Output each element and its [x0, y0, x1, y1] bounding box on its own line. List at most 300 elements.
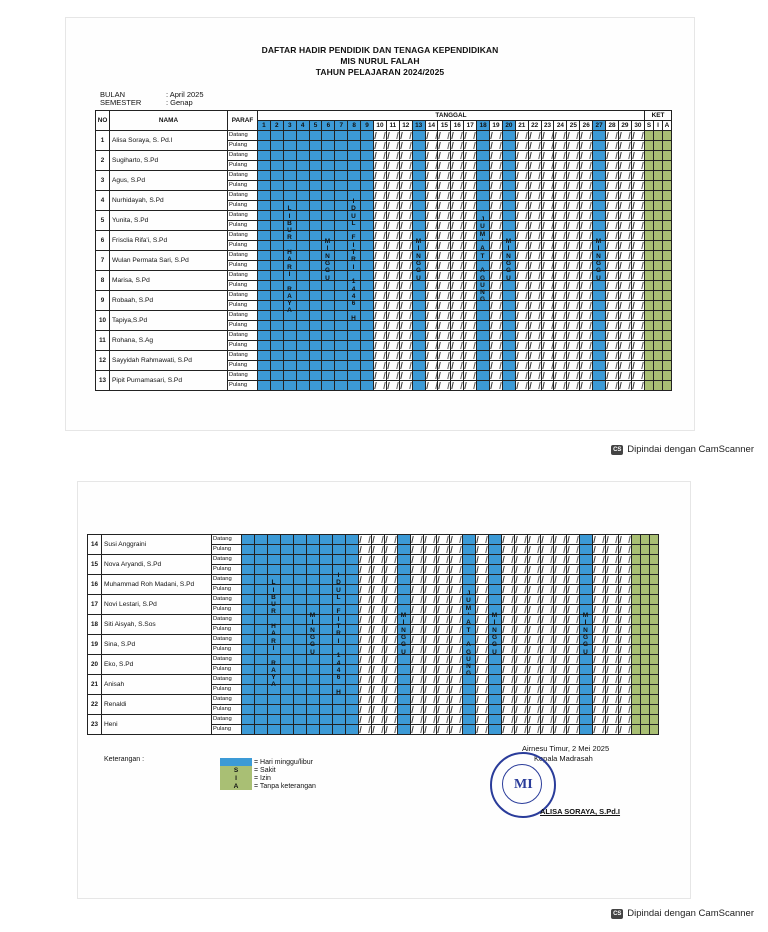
attendance-cell-day-19[interactable]	[490, 241, 503, 251]
attendance-cell-day-20[interactable]	[489, 665, 502, 675]
attendance-cell-day-22[interactable]	[528, 311, 541, 321]
ket-cell-s[interactable]	[644, 181, 653, 191]
attendance-cell-day-30[interactable]	[619, 555, 632, 565]
attendance-cell-day-4[interactable]	[281, 665, 294, 675]
attendance-cell-day-14[interactable]	[425, 251, 438, 261]
attendance-cell-day-23[interactable]	[541, 291, 554, 301]
ket-cell-s[interactable]	[644, 201, 653, 211]
attendance-cell-day-26[interactable]	[580, 271, 593, 281]
attendance-cell-day-12[interactable]	[399, 181, 412, 191]
attendance-cell-day-19[interactable]	[490, 371, 503, 381]
attendance-cell-day-29[interactable]	[618, 341, 631, 351]
attendance-cell-day-7[interactable]	[335, 161, 348, 171]
attendance-cell-day-1[interactable]	[258, 141, 271, 151]
attendance-cell-day-22[interactable]	[515, 545, 528, 555]
attendance-cell-day-15[interactable]	[438, 381, 451, 391]
attendance-cell-day-25[interactable]	[567, 261, 580, 271]
attendance-cell-day-18[interactable]	[463, 555, 476, 565]
attendance-cell-day-28[interactable]	[593, 555, 606, 565]
attendance-cell-day-21[interactable]	[502, 695, 515, 705]
attendance-cell-day-16[interactable]	[437, 665, 450, 675]
attendance-cell-day-20[interactable]	[502, 151, 515, 161]
attendance-cell-day-29[interactable]	[618, 381, 631, 391]
attendance-cell-day-29[interactable]	[606, 625, 619, 635]
attendance-cell-day-22[interactable]	[515, 535, 528, 545]
attendance-cell-day-28[interactable]	[593, 535, 606, 545]
attendance-cell-day-4[interactable]	[296, 311, 309, 321]
attendance-cell-day-12[interactable]	[385, 595, 398, 605]
attendance-cell-day-21[interactable]	[502, 635, 515, 645]
attendance-cell-day-14[interactable]	[425, 311, 438, 321]
attendance-cell-day-6[interactable]	[322, 351, 335, 361]
attendance-cell-day-7[interactable]	[320, 705, 333, 715]
attendance-cell-day-14[interactable]	[411, 715, 424, 725]
ket-cell-i[interactable]	[641, 665, 650, 675]
attendance-cell-day-15[interactable]	[438, 151, 451, 161]
attendance-cell-day-30[interactable]	[619, 545, 632, 555]
attendance-cell-day-4[interactable]	[296, 141, 309, 151]
attendance-cell-day-22[interactable]	[515, 635, 528, 645]
attendance-cell-day-19[interactable]	[476, 585, 489, 595]
attendance-cell-day-20[interactable]	[489, 675, 502, 685]
attendance-cell-day-17[interactable]	[464, 251, 477, 261]
attendance-cell-day-7[interactable]	[335, 361, 348, 371]
attendance-cell-day-3[interactable]	[283, 141, 296, 151]
attendance-cell-day-19[interactable]	[490, 301, 503, 311]
attendance-cell-day-25[interactable]	[567, 251, 580, 261]
attendance-cell-day-6[interactable]	[322, 371, 335, 381]
ket-cell-a[interactable]	[662, 241, 671, 251]
attendance-cell-day-10[interactable]	[359, 565, 372, 575]
attendance-cell-day-20[interactable]	[502, 291, 515, 301]
attendance-cell-day-5[interactable]	[309, 241, 322, 251]
attendance-cell-day-4[interactable]	[281, 725, 294, 735]
attendance-cell-day-16[interactable]	[437, 555, 450, 565]
attendance-cell-day-10[interactable]	[359, 615, 372, 625]
attendance-cell-day-15[interactable]	[424, 695, 437, 705]
attendance-cell-day-24[interactable]	[554, 361, 567, 371]
attendance-cell-day-3[interactable]	[283, 341, 296, 351]
ket-cell-i[interactable]	[653, 211, 662, 221]
attendance-cell-day-17[interactable]	[464, 131, 477, 141]
attendance-cell-day-4[interactable]	[281, 695, 294, 705]
attendance-cell-day-6[interactable]	[307, 585, 320, 595]
attendance-cell-day-3[interactable]	[283, 181, 296, 191]
attendance-cell-day-21[interactable]	[502, 685, 515, 695]
attendance-cell-day-15[interactable]	[424, 655, 437, 665]
attendance-cell-day-1[interactable]	[258, 201, 271, 211]
attendance-cell-day-11[interactable]	[386, 371, 399, 381]
attendance-cell-day-2[interactable]	[270, 231, 283, 241]
ket-cell-i[interactable]	[641, 585, 650, 595]
attendance-cell-day-11[interactable]	[386, 181, 399, 191]
attendance-cell-day-20[interactable]	[502, 201, 515, 211]
attendance-cell-day-10[interactable]	[374, 351, 387, 361]
attendance-cell-day-12[interactable]	[385, 615, 398, 625]
attendance-cell-day-15[interactable]	[424, 615, 437, 625]
attendance-cell-day-24[interactable]	[541, 655, 554, 665]
attendance-cell-day-28[interactable]	[593, 575, 606, 585]
attendance-cell-day-24[interactable]	[541, 535, 554, 545]
attendance-cell-day-24[interactable]	[554, 311, 567, 321]
attendance-cell-day-24[interactable]	[554, 251, 567, 261]
attendance-cell-day-23[interactable]	[541, 271, 554, 281]
attendance-cell-day-1[interactable]	[242, 625, 255, 635]
attendance-cell-day-30[interactable]	[631, 251, 644, 261]
attendance-cell-day-22[interactable]	[515, 625, 528, 635]
attendance-cell-day-17[interactable]	[464, 201, 477, 211]
attendance-cell-day-17[interactable]	[464, 341, 477, 351]
attendance-cell-day-27[interactable]	[580, 535, 593, 545]
attendance-cell-day-11[interactable]	[372, 655, 385, 665]
attendance-cell-day-22[interactable]	[528, 231, 541, 241]
attendance-cell-day-19[interactable]	[490, 291, 503, 301]
attendance-cell-day-10[interactable]	[374, 181, 387, 191]
attendance-cell-day-12[interactable]	[399, 321, 412, 331]
attendance-cell-day-27[interactable]	[593, 201, 606, 211]
attendance-cell-day-12[interactable]	[385, 645, 398, 655]
attendance-cell-day-1[interactable]	[242, 675, 255, 685]
attendance-cell-day-4[interactable]	[281, 655, 294, 665]
attendance-cell-day-5[interactable]	[309, 161, 322, 171]
attendance-cell-day-16[interactable]	[451, 201, 464, 211]
attendance-cell-day-30[interactable]	[619, 595, 632, 605]
attendance-cell-day-20[interactable]	[502, 381, 515, 391]
attendance-cell-day-4[interactable]	[296, 301, 309, 311]
attendance-cell-day-12[interactable]	[385, 605, 398, 615]
attendance-cell-day-14[interactable]	[425, 331, 438, 341]
attendance-cell-day-4[interactable]	[296, 241, 309, 251]
attendance-cell-day-22[interactable]	[528, 341, 541, 351]
attendance-cell-day-22[interactable]	[528, 371, 541, 381]
attendance-cell-day-8[interactable]	[348, 171, 361, 181]
attendance-cell-day-17[interactable]	[450, 565, 463, 575]
attendance-cell-day-1[interactable]	[258, 261, 271, 271]
attendance-cell-day-8[interactable]	[348, 141, 361, 151]
attendance-cell-day-29[interactable]	[606, 595, 619, 605]
attendance-cell-day-22[interactable]	[515, 555, 528, 565]
attendance-cell-day-29[interactable]	[618, 171, 631, 181]
attendance-cell-day-7[interactable]	[335, 181, 348, 191]
attendance-cell-day-27[interactable]	[580, 685, 593, 695]
ket-cell-s[interactable]	[632, 595, 641, 605]
attendance-cell-day-20[interactable]	[502, 371, 515, 381]
attendance-cell-day-25[interactable]	[554, 645, 567, 655]
attendance-cell-day-29[interactable]	[606, 725, 619, 735]
attendance-cell-day-28[interactable]	[593, 585, 606, 595]
attendance-cell-day-1[interactable]	[258, 381, 271, 391]
attendance-cell-day-19[interactable]	[476, 645, 489, 655]
attendance-cell-day-11[interactable]	[372, 595, 385, 605]
attendance-cell-day-1[interactable]	[242, 665, 255, 675]
attendance-cell-day-16[interactable]	[437, 655, 450, 665]
attendance-cell-day-16[interactable]	[437, 535, 450, 545]
attendance-cell-day-8[interactable]	[348, 151, 361, 161]
attendance-cell-day-19[interactable]	[476, 705, 489, 715]
ket-cell-i[interactable]	[653, 171, 662, 181]
attendance-cell-day-16[interactable]	[437, 725, 450, 735]
attendance-cell-day-28[interactable]	[606, 321, 619, 331]
attendance-cell-day-25[interactable]	[567, 311, 580, 321]
attendance-cell-day-16[interactable]	[451, 271, 464, 281]
attendance-cell-day-4[interactable]	[281, 715, 294, 725]
attendance-cell-day-27[interactable]	[593, 321, 606, 331]
attendance-cell-day-4[interactable]	[296, 151, 309, 161]
attendance-cell-day-25[interactable]	[567, 321, 580, 331]
attendance-cell-day-28[interactable]	[606, 291, 619, 301]
attendance-cell-day-5[interactable]	[294, 565, 307, 575]
ket-cell-i[interactable]	[641, 555, 650, 565]
attendance-cell-day-10[interactable]	[359, 665, 372, 675]
attendance-cell-day-24[interactable]	[554, 321, 567, 331]
attendance-cell-day-14[interactable]	[425, 231, 438, 241]
ket-cell-i[interactable]	[653, 301, 662, 311]
attendance-cell-day-26[interactable]	[567, 535, 580, 545]
attendance-cell-day-2[interactable]	[270, 131, 283, 141]
attendance-cell-day-10[interactable]	[359, 555, 372, 565]
attendance-cell-day-22[interactable]	[528, 281, 541, 291]
attendance-cell-day-17[interactable]	[464, 331, 477, 341]
attendance-cell-day-10[interactable]	[359, 635, 372, 645]
attendance-cell-day-22[interactable]	[515, 695, 528, 705]
attendance-cell-day-6[interactable]	[322, 181, 335, 191]
attendance-cell-day-4[interactable]	[296, 131, 309, 141]
attendance-cell-day-23[interactable]	[541, 261, 554, 271]
attendance-cell-day-23[interactable]	[528, 545, 541, 555]
attendance-cell-day-21[interactable]	[515, 221, 528, 231]
attendance-cell-day-20[interactable]	[489, 685, 502, 695]
attendance-cell-day-29[interactable]	[606, 545, 619, 555]
attendance-cell-day-21[interactable]	[502, 605, 515, 615]
attendance-cell-day-16[interactable]	[451, 191, 464, 201]
attendance-cell-day-24[interactable]	[541, 565, 554, 575]
ket-cell-s[interactable]	[644, 161, 653, 171]
attendance-cell-day-30[interactable]	[631, 311, 644, 321]
attendance-cell-day-17[interactable]	[450, 705, 463, 715]
attendance-cell-day-17[interactable]	[450, 685, 463, 695]
attendance-cell-day-24[interactable]	[554, 131, 567, 141]
attendance-cell-day-6[interactable]	[322, 141, 335, 151]
ket-cell-s[interactable]	[632, 535, 641, 545]
attendance-cell-day-25[interactable]	[567, 131, 580, 141]
ket-cell-s[interactable]	[644, 291, 653, 301]
attendance-cell-day-2[interactable]	[270, 151, 283, 161]
ket-cell-i[interactable]	[653, 291, 662, 301]
attendance-cell-day-12[interactable]	[399, 291, 412, 301]
ket-cell-a[interactable]	[650, 725, 659, 735]
attendance-cell-day-29[interactable]	[618, 371, 631, 381]
attendance-cell-day-26[interactable]	[567, 715, 580, 725]
attendance-cell-day-9[interactable]	[361, 261, 374, 271]
attendance-cell-day-22[interactable]	[515, 595, 528, 605]
attendance-cell-day-1[interactable]	[242, 605, 255, 615]
attendance-cell-day-15[interactable]	[424, 565, 437, 575]
attendance-cell-day-9[interactable]	[346, 585, 359, 595]
attendance-cell-day-12[interactable]	[385, 675, 398, 685]
ket-cell-s[interactable]	[632, 705, 641, 715]
attendance-cell-day-10[interactable]	[374, 381, 387, 391]
attendance-cell-day-3[interactable]	[268, 705, 281, 715]
attendance-cell-day-24[interactable]	[554, 231, 567, 241]
ket-cell-i[interactable]	[653, 281, 662, 291]
attendance-cell-day-9[interactable]	[346, 665, 359, 675]
ket-cell-s[interactable]	[644, 271, 653, 281]
attendance-cell-day-5[interactable]	[309, 331, 322, 341]
attendance-cell-day-26[interactable]	[580, 261, 593, 271]
attendance-cell-day-8[interactable]	[348, 361, 361, 371]
attendance-cell-day-15[interactable]	[424, 575, 437, 585]
attendance-cell-day-28[interactable]	[593, 605, 606, 615]
ket-cell-i[interactable]	[641, 655, 650, 665]
attendance-cell-day-29[interactable]	[606, 575, 619, 585]
attendance-cell-day-8[interactable]	[333, 715, 346, 725]
attendance-cell-day-27[interactable]	[593, 301, 606, 311]
attendance-cell-day-30[interactable]	[631, 291, 644, 301]
attendance-cell-day-15[interactable]	[438, 161, 451, 171]
attendance-cell-day-6[interactable]	[322, 201, 335, 211]
attendance-cell-day-18[interactable]	[463, 695, 476, 705]
attendance-cell-day-11[interactable]	[372, 535, 385, 545]
attendance-cell-day-7[interactable]	[320, 645, 333, 655]
attendance-cell-day-19[interactable]	[490, 311, 503, 321]
attendance-cell-day-5[interactable]	[294, 655, 307, 665]
ket-cell-s[interactable]	[644, 151, 653, 161]
attendance-cell-day-28[interactable]	[606, 331, 619, 341]
attendance-cell-day-17[interactable]	[450, 725, 463, 735]
attendance-cell-day-8[interactable]	[348, 341, 361, 351]
attendance-cell-day-15[interactable]	[424, 535, 437, 545]
attendance-cell-day-23[interactable]	[528, 675, 541, 685]
attendance-cell-day-19[interactable]	[490, 331, 503, 341]
attendance-cell-day-22[interactable]	[528, 261, 541, 271]
attendance-cell-day-29[interactable]	[606, 565, 619, 575]
attendance-cell-day-12[interactable]	[385, 565, 398, 575]
attendance-cell-day-4[interactable]	[281, 555, 294, 565]
attendance-cell-day-2[interactable]	[270, 351, 283, 361]
attendance-cell-day-11[interactable]	[386, 301, 399, 311]
attendance-cell-day-7[interactable]	[335, 251, 348, 261]
attendance-cell-day-26[interactable]	[580, 291, 593, 301]
attendance-cell-day-26[interactable]	[580, 171, 593, 181]
attendance-cell-day-21[interactable]	[515, 151, 528, 161]
attendance-cell-day-17[interactable]	[464, 241, 477, 251]
attendance-cell-day-7[interactable]	[320, 545, 333, 555]
attendance-cell-day-7[interactable]	[335, 331, 348, 341]
attendance-cell-day-27[interactable]	[580, 555, 593, 565]
attendance-cell-day-21[interactable]	[502, 545, 515, 555]
attendance-cell-day-14[interactable]	[425, 181, 438, 191]
attendance-cell-day-14[interactable]	[411, 705, 424, 715]
attendance-cell-day-20[interactable]	[489, 585, 502, 595]
attendance-cell-day-14[interactable]	[425, 351, 438, 361]
attendance-cell-day-9[interactable]	[361, 131, 374, 141]
attendance-cell-day-8[interactable]	[333, 705, 346, 715]
attendance-cell-day-29[interactable]	[618, 181, 631, 191]
attendance-cell-day-5[interactable]	[309, 201, 322, 211]
attendance-cell-day-4[interactable]	[281, 615, 294, 625]
attendance-cell-day-5[interactable]	[309, 271, 322, 281]
attendance-cell-day-20[interactable]	[489, 595, 502, 605]
attendance-cell-day-18[interactable]	[477, 191, 490, 201]
attendance-cell-day-12[interactable]	[399, 371, 412, 381]
attendance-cell-day-10[interactable]	[359, 685, 372, 695]
attendance-cell-day-22[interactable]	[528, 301, 541, 311]
attendance-cell-day-6[interactable]	[307, 695, 320, 705]
attendance-cell-day-29[interactable]	[606, 655, 619, 665]
attendance-cell-day-4[interactable]	[296, 361, 309, 371]
ket-cell-a[interactable]	[650, 715, 659, 725]
ket-cell-a[interactable]	[662, 371, 671, 381]
attendance-cell-day-17[interactable]	[464, 231, 477, 241]
ket-cell-s[interactable]	[632, 675, 641, 685]
attendance-cell-day-16[interactable]	[451, 141, 464, 151]
attendance-cell-day-24[interactable]	[554, 171, 567, 181]
attendance-cell-day-26[interactable]	[580, 241, 593, 251]
attendance-cell-day-22[interactable]	[515, 565, 528, 575]
ket-cell-a[interactable]	[662, 151, 671, 161]
attendance-cell-day-27[interactable]	[593, 151, 606, 161]
attendance-cell-day-30[interactable]	[631, 131, 644, 141]
attendance-cell-day-12[interactable]	[399, 361, 412, 371]
attendance-cell-day-12[interactable]	[385, 715, 398, 725]
attendance-cell-day-4[interactable]	[296, 191, 309, 201]
attendance-cell-day-5[interactable]	[294, 605, 307, 615]
attendance-cell-day-1[interactable]	[242, 555, 255, 565]
attendance-cell-day-29[interactable]	[606, 585, 619, 595]
attendance-cell-day-11[interactable]	[386, 311, 399, 321]
attendance-cell-day-19[interactable]	[476, 675, 489, 685]
attendance-cell-day-1[interactable]	[258, 291, 271, 301]
attendance-cell-day-14[interactable]	[411, 695, 424, 705]
attendance-cell-day-3[interactable]	[283, 151, 296, 161]
attendance-cell-day-1[interactable]	[242, 645, 255, 655]
attendance-cell-day-2[interactable]	[270, 301, 283, 311]
attendance-cell-day-22[interactable]	[528, 291, 541, 301]
attendance-cell-day-6[interactable]	[307, 715, 320, 725]
attendance-cell-day-10[interactable]	[374, 331, 387, 341]
attendance-cell-day-25[interactable]	[567, 271, 580, 281]
attendance-cell-day-16[interactable]	[451, 291, 464, 301]
attendance-cell-day-16[interactable]	[451, 321, 464, 331]
attendance-cell-day-9[interactable]	[346, 615, 359, 625]
attendance-cell-day-15[interactable]	[438, 351, 451, 361]
attendance-cell-day-13[interactable]	[412, 211, 425, 221]
attendance-cell-day-20[interactable]	[502, 141, 515, 151]
attendance-cell-day-6[interactable]	[322, 301, 335, 311]
attendance-cell-day-2[interactable]	[255, 695, 268, 705]
attendance-cell-day-23[interactable]	[528, 535, 541, 545]
attendance-cell-day-5[interactable]	[294, 715, 307, 725]
ket-cell-a[interactable]	[662, 261, 671, 271]
attendance-cell-day-1[interactable]	[242, 585, 255, 595]
ket-cell-s[interactable]	[632, 575, 641, 585]
attendance-cell-day-5[interactable]	[309, 251, 322, 261]
attendance-cell-day-1[interactable]	[258, 211, 271, 221]
attendance-cell-day-28[interactable]	[606, 281, 619, 291]
ket-cell-i[interactable]	[653, 191, 662, 201]
attendance-cell-day-23[interactable]	[541, 211, 554, 221]
attendance-cell-day-28[interactable]	[606, 181, 619, 191]
attendance-cell-day-15[interactable]	[438, 231, 451, 241]
attendance-cell-day-5[interactable]	[309, 261, 322, 271]
attendance-cell-day-22[interactable]	[515, 575, 528, 585]
ket-cell-a[interactable]	[662, 251, 671, 261]
attendance-cell-day-12[interactable]	[399, 201, 412, 211]
attendance-cell-day-29[interactable]	[606, 605, 619, 615]
attendance-cell-day-5[interactable]	[309, 291, 322, 301]
ket-cell-a[interactable]	[662, 191, 671, 201]
attendance-cell-day-11[interactable]	[386, 241, 399, 251]
